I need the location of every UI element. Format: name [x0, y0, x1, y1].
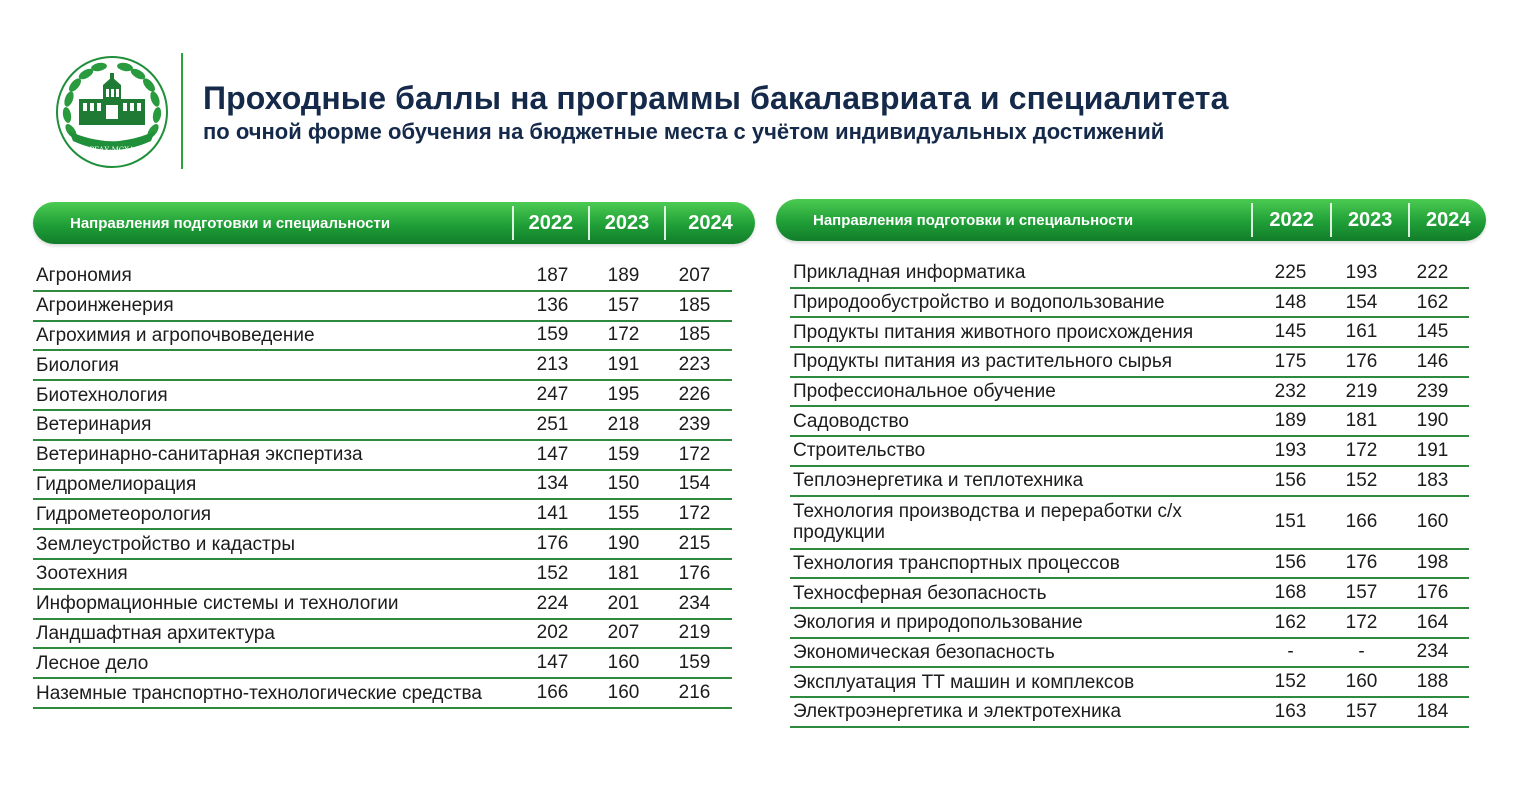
score-2024: 162 — [1416, 291, 1449, 313]
score-2023: 189 — [607, 264, 640, 286]
score-2024: 216 — [678, 682, 711, 704]
header-year-2024: 2024 — [664, 206, 755, 240]
score-2024: 223 — [678, 354, 711, 376]
score-2022: 147 — [536, 652, 569, 674]
score-2023: 195 — [607, 384, 640, 406]
table-row — [790, 639, 1469, 669]
header-year-2023: 2023 — [1330, 203, 1409, 237]
program-name: Садоводство — [793, 410, 909, 432]
program-name: Эксплуатация ТТ машин и комплексов — [793, 671, 1135, 693]
table-row — [33, 322, 732, 352]
score-2024: 185 — [678, 294, 711, 316]
header-year-2023: 2023 — [588, 206, 664, 240]
logo-year: 1865 — [99, 131, 125, 142]
program-name: Экология и природопользование — [793, 612, 1083, 634]
table-row — [33, 441, 732, 471]
university-logo-icon — [55, 55, 169, 169]
table-row — [33, 411, 732, 441]
table-row — [790, 467, 1469, 497]
score-2022: 168 — [1274, 582, 1307, 604]
program-name: Прикладная информатика — [793, 262, 1026, 284]
program-name: Теплоэнергетика и теплотехника — [793, 470, 1084, 492]
score-2023: 201 — [607, 592, 640, 614]
score-2024: 239 — [1416, 380, 1449, 402]
score-2023: 152 — [1345, 469, 1378, 491]
table-row — [33, 649, 732, 679]
score-2023: 190 — [607, 533, 640, 555]
table-row — [790, 318, 1469, 348]
table-row — [790, 407, 1469, 437]
score-2023: 150 — [607, 473, 640, 495]
program-name: Природообустройство и водопользование — [793, 292, 1165, 314]
score-2022: 136 — [536, 294, 569, 316]
table-row — [790, 698, 1469, 728]
table-row — [33, 560, 732, 590]
program-name: Агрохимия и агропочвоведение — [36, 324, 315, 346]
page-subtitle: по очной форме обучения на бюджетные места с учётом индивидуальных достижений — [203, 119, 1165, 144]
table-row — [33, 679, 732, 709]
score-2024: 172 — [678, 503, 711, 525]
score-2022: 156 — [1274, 552, 1307, 574]
logo-name: РГАУ-МСХА — [89, 146, 135, 154]
table-header — [33, 202, 755, 244]
score-2023: 166 — [1345, 511, 1378, 532]
table-row — [33, 471, 732, 501]
score-2024: 234 — [1416, 641, 1449, 663]
header-year-2024: 2024 — [1408, 203, 1486, 237]
program-name: Строительство — [793, 440, 926, 462]
score-2022: 147 — [536, 443, 569, 465]
table-row — [33, 381, 732, 411]
table-row — [33, 620, 732, 650]
header-divider — [181, 53, 183, 169]
table-row — [790, 609, 1469, 639]
score-2022: 152 — [1274, 671, 1307, 693]
page-title: Проходные баллы на программы бакалавриата и специалитета — [203, 80, 1229, 116]
program-name: Биотехнология — [36, 384, 168, 406]
score-2022: 141 — [536, 503, 569, 525]
score-2024: 145 — [1416, 321, 1449, 343]
table-header — [776, 199, 1486, 241]
score-2024: 146 — [1416, 350, 1449, 372]
header-directions: Направления подготовки и специальности — [70, 214, 391, 232]
table-row — [33, 262, 732, 292]
program-name: Электроэнергетика и электротехника — [793, 701, 1122, 723]
score-2023: 159 — [607, 443, 640, 465]
table-row — [790, 579, 1469, 609]
score-2023: 207 — [607, 622, 640, 644]
score-2024: 164 — [1416, 611, 1449, 633]
header-year-2022: 2022 — [512, 206, 588, 240]
score-2023: 154 — [1345, 291, 1378, 313]
score-2022: 251 — [536, 413, 569, 435]
score-2024: 234 — [678, 592, 711, 614]
score-2022: 175 — [1274, 350, 1307, 372]
score-2023: 157 — [1345, 700, 1378, 722]
table-row — [33, 530, 732, 560]
score-2023: 172 — [1345, 439, 1378, 461]
score-2024: 159 — [678, 652, 711, 674]
score-2022: 134 — [536, 473, 569, 495]
header-directions: Направления подготовки и специальности — [813, 211, 1134, 229]
program-name: Технология транспортных процессов — [793, 552, 1120, 574]
program-name: Гидромелиорация — [36, 473, 197, 495]
program-name: Экономическая безопасность — [793, 641, 1055, 663]
score-2023: 176 — [1345, 552, 1378, 574]
score-2022: 232 — [1274, 380, 1307, 402]
score-2024: 185 — [678, 324, 711, 346]
score-2024: 176 — [678, 562, 711, 584]
score-2024: 198 — [1416, 552, 1449, 574]
program-name: Зоотехния — [36, 563, 128, 585]
score-2024: 172 — [678, 443, 711, 465]
score-2022: 189 — [1274, 410, 1307, 432]
program-name: Агрономия — [36, 265, 132, 287]
score-2023: 172 — [607, 324, 640, 346]
score-2024: 154 — [678, 473, 711, 495]
score-2023: 155 — [607, 503, 640, 525]
score-2024: 207 — [678, 264, 711, 286]
score-2024: 219 — [678, 622, 711, 644]
score-2022: 213 — [536, 354, 569, 376]
program-name: Биология — [36, 354, 119, 376]
score-2022: 145 — [1274, 321, 1307, 343]
score-2024: 222 — [1416, 261, 1449, 283]
score-2022: 176 — [536, 533, 569, 555]
program-name: Технология производства и переработки с/х продукции — [793, 501, 1182, 543]
left-scores-table — [33, 202, 755, 709]
table-row — [790, 550, 1469, 580]
score-2022: 193 — [1274, 439, 1307, 461]
score-2023: 172 — [1345, 611, 1378, 633]
table-body — [33, 262, 755, 709]
score-2022: 224 — [536, 592, 569, 614]
score-2023: 157 — [1345, 582, 1378, 604]
score-2024: 239 — [678, 413, 711, 435]
program-name: Гидрометеорология — [36, 503, 212, 525]
program-name: Наземные транспортно-технологические средства — [36, 682, 482, 704]
score-2023: - — [1358, 641, 1365, 663]
score-2022: 148 — [1274, 291, 1307, 313]
score-2022: 166 — [536, 682, 569, 704]
program-name: Профессиональное обучение — [793, 381, 1056, 403]
score-2024: 215 — [678, 533, 711, 555]
score-2023: 219 — [1345, 380, 1378, 402]
score-2024: 184 — [1416, 700, 1449, 722]
program-name: Продукты питания из растительного сырья — [793, 351, 1173, 373]
program-name: Землеустройство и кадастры — [36, 533, 295, 555]
score-2024: 176 — [1416, 582, 1449, 604]
table-row — [790, 437, 1469, 467]
table-row — [33, 292, 732, 322]
score-2022: 202 — [536, 622, 569, 644]
header-year-2022: 2022 — [1251, 203, 1330, 237]
score-2024: 191 — [1416, 439, 1449, 461]
score-2022: 151 — [1274, 511, 1307, 532]
score-2022: 225 — [1274, 261, 1307, 283]
table-row — [33, 351, 732, 381]
score-2023: 160 — [607, 682, 640, 704]
table-body — [776, 259, 1486, 728]
score-2023: 161 — [1345, 321, 1378, 343]
score-2023: 160 — [607, 652, 640, 674]
score-2022: 156 — [1274, 469, 1307, 491]
score-2024: 183 — [1416, 469, 1449, 491]
score-2024: 160 — [1416, 511, 1449, 532]
table-row — [790, 348, 1469, 378]
score-2023: 160 — [1345, 671, 1378, 693]
score-2023: 193 — [1345, 261, 1378, 283]
table-row — [790, 289, 1469, 319]
table-row — [33, 500, 732, 530]
score-2022: - — [1287, 641, 1294, 663]
score-2023: 176 — [1345, 350, 1378, 372]
score-2023: 181 — [1345, 410, 1378, 432]
program-name: Ветеринарно-санитарная экспертиза — [36, 444, 363, 466]
score-2022: 159 — [536, 324, 569, 346]
score-2022: 163 — [1274, 700, 1307, 722]
score-2022: 162 — [1274, 611, 1307, 633]
program-name: Лесное дело — [36, 652, 149, 674]
program-name: Продукты питания животного происхождения — [793, 321, 1194, 343]
table-row — [790, 668, 1469, 698]
score-2024: 188 — [1416, 671, 1449, 693]
right-scores-table — [776, 199, 1486, 728]
program-name: Агроинженерия — [36, 295, 174, 317]
program-name: Информационные системы и технологии — [36, 593, 399, 615]
score-2022: 247 — [536, 384, 569, 406]
score-2023: 191 — [607, 354, 640, 376]
program-name: Ветеринария — [36, 414, 152, 436]
score-2023: 157 — [607, 294, 640, 316]
score-2024: 190 — [1416, 410, 1449, 432]
score-2024: 226 — [678, 384, 711, 406]
table-row — [790, 378, 1469, 408]
score-2023: 218 — [607, 413, 640, 435]
table-row — [790, 497, 1469, 550]
score-2022: 152 — [536, 562, 569, 584]
program-name: Ландшафтная архитектура — [36, 622, 275, 644]
score-2022: 187 — [536, 264, 569, 286]
table-row — [33, 590, 732, 620]
table-row — [790, 259, 1469, 289]
score-2023: 181 — [607, 562, 640, 584]
program-name: Техносферная безопасность — [793, 582, 1047, 604]
